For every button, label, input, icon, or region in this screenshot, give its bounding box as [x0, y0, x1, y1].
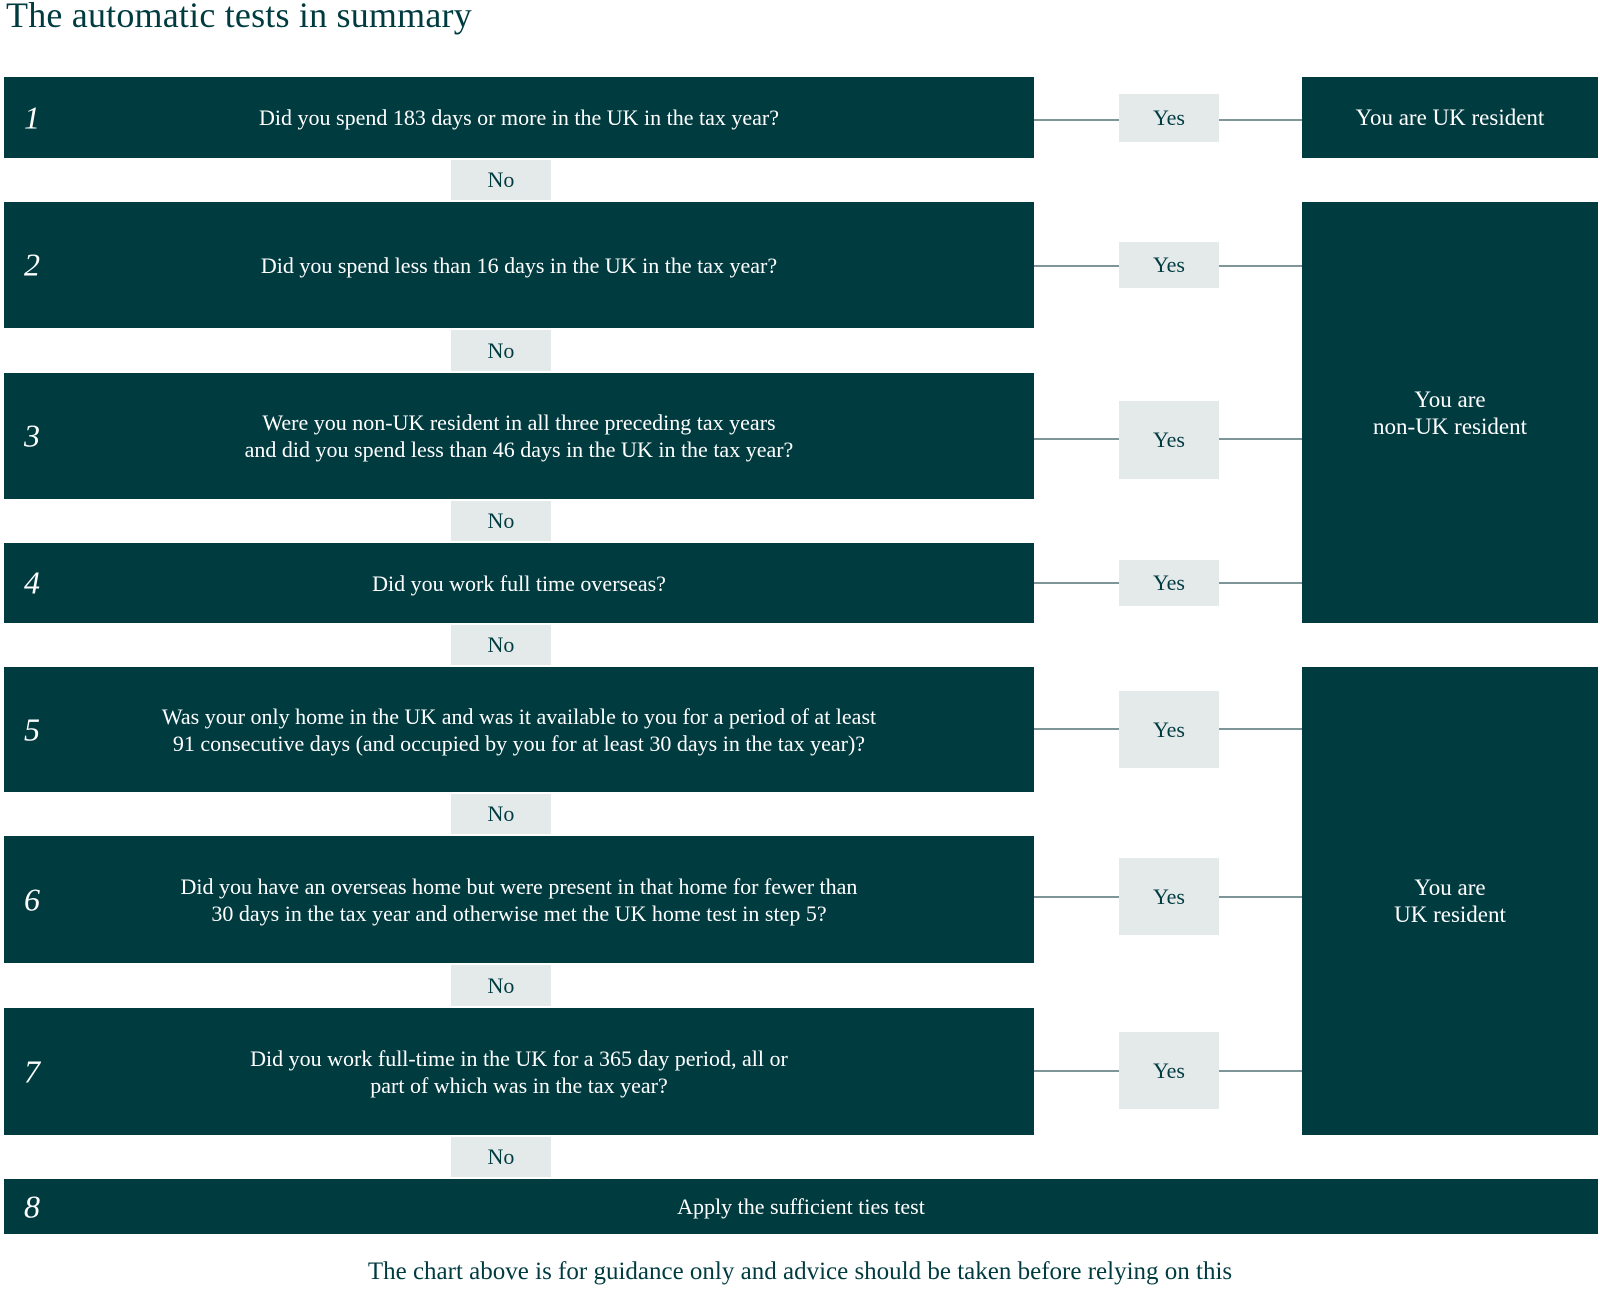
yes-label: Yes	[1119, 1032, 1219, 1109]
step-question: Was your only home in the UK and was it available to you for a period of at least 91 consecutive days (and occupied by you for at least 30 days in the tax year)?	[161, 703, 877, 756]
step-number: 7	[24, 1053, 40, 1089]
yes-connector-left	[1034, 896, 1119, 898]
step-number: 3	[24, 417, 40, 454]
yes-connector-left	[1034, 265, 1119, 267]
yes-connector-left	[1034, 119, 1119, 121]
no-label: No	[451, 330, 551, 371]
yes-connector-right	[1219, 728, 1302, 730]
yes-label: Yes	[1119, 560, 1219, 606]
step-6-box	[4, 836, 1034, 963]
step-question: Did you spend less than 16 days in the UK in the tax year?	[260, 252, 778, 278]
yes-connector-right	[1219, 265, 1302, 267]
no-label: No	[451, 160, 551, 200]
yes-connector-left	[1034, 582, 1119, 584]
step-1-box	[4, 77, 1034, 158]
yes-connector-left	[1034, 728, 1119, 730]
result-uk-resident-2: You are UK resident	[1302, 667, 1598, 1135]
yes-connector-right	[1219, 896, 1302, 898]
page-title: The automatic tests in summary	[6, 0, 472, 35]
footer-disclaimer: The chart above is for guidance only and advice should be taken before relying on this	[367, 1258, 1233, 1285]
step-number: 1	[24, 99, 40, 135]
step-7-box	[4, 1008, 1034, 1135]
yes-connector-left	[1034, 438, 1119, 440]
step-number: 2	[24, 246, 40, 283]
yes-connector-right	[1219, 438, 1302, 440]
yes-label: Yes	[1119, 858, 1219, 935]
step-question: Were you non-UK resident in all three preceding tax years and did you spend less than 46 days in the UK in the tax year?	[244, 410, 794, 462]
step-8-box	[4, 1179, 1598, 1234]
yes-connector-right	[1219, 119, 1302, 121]
step-2-box	[4, 202, 1034, 328]
yes-connector-left	[1034, 1070, 1119, 1072]
step-number: 5	[24, 711, 40, 747]
no-label: No	[451, 965, 551, 1006]
step-question: Did you spend 183 days or more in the UK in the tax year?	[259, 105, 779, 130]
step-4-box	[4, 543, 1034, 623]
step-question: Apply the sufficient ties test	[677, 1194, 925, 1219]
result-uk-resident: You are UK resident	[1302, 77, 1598, 158]
step-3-box	[4, 373, 1034, 499]
step-number: 6	[24, 881, 40, 917]
step-question: Did you work full time overseas?	[372, 570, 666, 596]
step-question: Did you work full-time in the UK for a 365 day period, all or part of which was in the tax year?	[250, 1045, 788, 1098]
yes-connector-right	[1219, 1070, 1302, 1072]
no-label: No	[451, 794, 551, 834]
yes-connector-right	[1219, 582, 1302, 584]
step-number: 8	[24, 1188, 40, 1224]
step-question: Did you have an overseas home but were present in that home for fewer than 30 days in the tax year and otherwise met the UK home test in step 5?	[180, 873, 858, 926]
yes-label: Yes	[1119, 242, 1219, 288]
no-label: No	[451, 501, 551, 541]
no-label: No	[451, 625, 551, 665]
step-number: 4	[24, 564, 40, 601]
step-5-box	[4, 667, 1034, 792]
yes-label: Yes	[1119, 94, 1219, 142]
no-label: No	[451, 1137, 551, 1177]
result-non-uk-resident: You are non-UK resident	[1302, 202, 1598, 623]
yes-label: Yes	[1119, 401, 1219, 479]
yes-label: Yes	[1119, 691, 1219, 768]
